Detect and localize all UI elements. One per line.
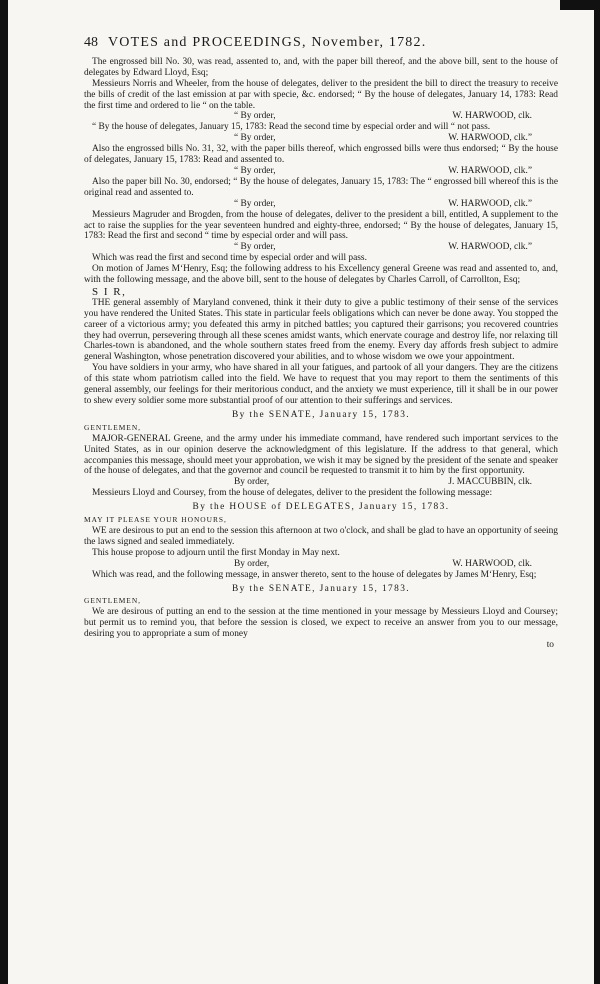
paragraph: Messieurs Norris and Wheeler, from the house of delegates, deliver to the president the bill to direct the treasury to receive the bills of credit of the last emission at par with specie, &c. endorsed; “ By the house of delegates, January 14, 1783: Read the first time and ordered to lie “ on the table. [84, 78, 558, 111]
salutation: GENTLEMEN, [84, 596, 142, 606]
signature-line [84, 242, 558, 253]
senate-dateline: By the SENATE, January 15, 1783. [231, 583, 411, 594]
paragraph: Also the paper bill No. 30, endorsed; “ By the house of delegates, January 15, 1783: The “ engrossed bill whereof this is the original read and assented to. [84, 176, 558, 198]
paragraph: The engrossed bill No. 30, was read, assented to, and, with the paper bill thereof, and the above bill, sent to the house of delegates by Edward Lloyd, Esq; [84, 56, 558, 78]
paragraph: MAJOR-GENERAL Greene, and the army under his immediate command, have rendered such important services to the United States, as in our opinion deserve the acknowledgment of this legislature. If the address to that general, which accompanies this message, should meet your approbation, we wish it may be signed by the president of the senate and speaker of the house of delegates, and that the governor and council be requested to transmit it to him by the first opportunity. [84, 433, 558, 477]
clerk-signature: W. HARWOOD, clk.” [448, 198, 532, 209]
clerk-signature: W. HARWOOD, clk. [452, 111, 532, 122]
signature-line [84, 477, 558, 488]
by-order-text: By order, [234, 477, 270, 488]
paragraph: WE are desirous to put an end to the session this afternoon at two o'clock, and shall be glad to have an opportunity of seeing the laws signed and sealed immediately. [84, 525, 558, 547]
paragraph: Which was read the first and second time by especial order and will pass. [92, 253, 367, 264]
paragraph: Also the engrossed bills No. 31, 32, with the paper bills thereof, which engrossed bills were thus endorsed; “ By the house of delegates, January 15, 1783: Read and assented to. [84, 144, 558, 166]
paragraph: We are desirous of putting an end to the session at the time mentioned in your message by Messieurs Lloyd and Coursey; but permit us to remind you, that before the session is closed, we expect to receive an answer from you to our message, desiring you to appropriate a sum of money [84, 607, 558, 640]
clerk-signature: W. HARWOOD, clk.” [448, 165, 532, 176]
paragraph: This house propose to adjourn until the first Monday in May next. [92, 547, 340, 558]
by-order-text: By order, [234, 558, 270, 569]
signature-line [84, 166, 558, 177]
signature-line [84, 559, 558, 570]
clerk-signature: W. HARWOOD, clk.” [448, 133, 532, 144]
salutation: MAY IT PLEASE YOUR HONOURS, [84, 515, 227, 525]
signature-line [84, 199, 558, 210]
clerk-signature: W. HARWOOD, clk. [452, 558, 532, 569]
document-body [84, 57, 558, 651]
catchword: to [546, 640, 554, 651]
scan-border-corner [560, 0, 600, 10]
by-order-text: “ By order, [234, 165, 276, 176]
paragraph: You have soldiers in your army, who have shared in all your fatigues, and partook of all your dangers. They are the citizens of this state whom patriotism called into the field. We have to request that you may report to them the sentiments of this general assembly, our feelings for their meritorious conduct, and the anxiety we must experience, till it shall be in our power to shew every soldier some more substantial proof of our attention to their sufferings and services. [84, 363, 558, 406]
paragraph: Which was read, and the following message, in answer thereto, sent to the house of delegates by James M‘Henry, Esq; [92, 569, 537, 580]
paragraph: Messieurs Magruder and Brogden, from the house of delegates, deliver to the president a bill, entitled, A supplement to the act to raise the supplies for the year seventeen hundred and eighty-three, endorsed; “ By the house of delegates, January 15, 1783: Read the first and second “ time by especial order and will pass. [84, 209, 558, 242]
paragraph: On motion of James M‘Henry, Esq; the following address to his Excellency general Greene was read and assented to, and, with the following message, and the above bill, sent to the house of delegates by Charles Carroll, of Carrollton, Esq; [84, 264, 558, 286]
salutation-sir: S I R, [92, 285, 127, 298]
scan-border-right [594, 0, 600, 984]
clerk-signature: W. HARWOOD, clk.” [448, 242, 532, 253]
paragraph: Messieurs Lloyd and Coursey, from the house of delegates, deliver to the president the following message: [92, 488, 493, 499]
signature-line [84, 133, 558, 144]
by-order-text: “ By order, [234, 242, 276, 253]
paragraph: “ By the house of delegates, January 15, 1783: Read the second time by especial order and will “ not pass. [92, 122, 491, 133]
paragraph: THE general assembly of Maryland convened, think it their duty to give a public testimony of their sense of the services you have rendered the United States. This state in particular feels obligations which can never be done away. You stopped the career of a victorious army; you defeated this army in pitched battles; you captured their garrisons; you recovered countries they had overrun, persevering through all these scenes amidst wants, which enervate courage and destroy life, nor relaxing till Charles-town is abandoned, and the whole southern states freed from the enemy. Every day affords fresh subject to admire general Washington, whose penetration discovered your abilities, and to whose wisdom we owe your appointment. [84, 297, 558, 363]
by-order-text: “ By order, [234, 111, 276, 122]
by-order-text: “ By order, [234, 198, 276, 209]
running-header [84, 35, 558, 50]
page-number: 48 [84, 35, 98, 50]
page-text-column [84, 35, 558, 651]
senate-dateline: By the SENATE, January 15, 1783. [231, 409, 411, 420]
signature-line [84, 111, 558, 122]
senate-dateline: By the HOUSE of DELEGATES, January 15, 1783. [192, 502, 450, 513]
clerk-signature: J. MACCUBBIN, clk. [448, 477, 532, 488]
salutation: GENTLEMEN, [84, 422, 142, 432]
running-title: VOTES and PROCEEDINGS, November, 1782. [108, 35, 427, 50]
by-order-text: “ By order, [234, 133, 276, 144]
scan-border-left [0, 0, 8, 984]
